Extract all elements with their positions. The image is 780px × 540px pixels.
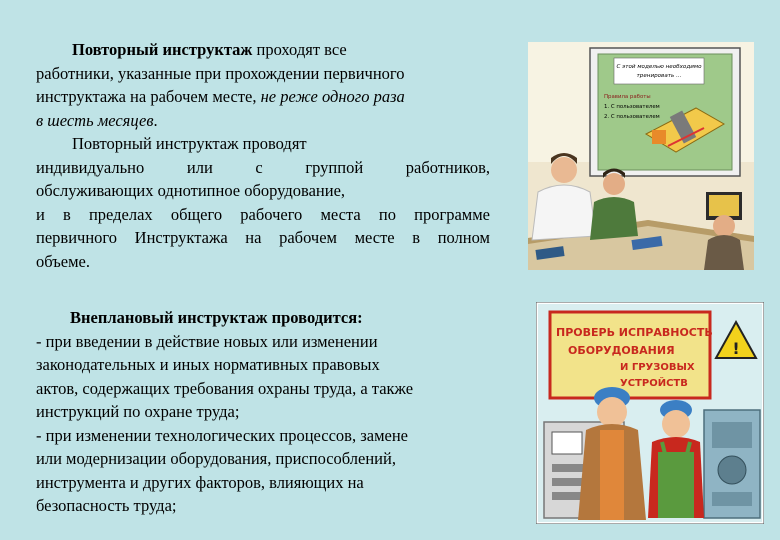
- worker-1: [551, 157, 577, 183]
- repeat-line-4: в шесть месяцев.: [36, 110, 158, 130]
- banner-text-4: УСТРОЙСТВ: [620, 378, 688, 389]
- poster-item-1: 1. С пользователем: [604, 104, 660, 110]
- repeat-line-3: инструктажа на рабочем месте, не реже одного раза: [36, 87, 405, 106]
- unplanned-line-8: безопасность труда;: [36, 496, 177, 515]
- poster-item-0: Правила работы: [604, 94, 651, 100]
- poster-caption-1: С этой моделью необходимо: [616, 64, 702, 70]
- repeat-line-1: Повторный инструктаж проходят все: [72, 40, 347, 59]
- unplanned-title: Внеплановый инструктаж проводится:: [70, 308, 363, 327]
- unplanned-line-4: инструкций по охране труда;: [36, 402, 240, 421]
- frequency-emphasis-end: в шесть месяцев: [36, 110, 154, 130]
- repeat-line-2: работники, указанные при прохождении первичного: [36, 63, 405, 83]
- unplanned-line-3: актов, содержащих требования охраны труда, а также: [36, 378, 414, 398]
- repeat-line-8: и в пределах общего рабочего места по программе: [36, 204, 490, 224]
- repeat-line-5: Повторный инструктаж проводят: [72, 134, 307, 153]
- workshop-illustration: [536, 302, 764, 524]
- repeat-title: Повторный инструктаж: [72, 40, 253, 59]
- banner-text-3: И ГРУЗОВЫХ: [620, 362, 695, 373]
- banner-text-2: ОБОРУДОВАНИЯ: [568, 344, 675, 357]
- unplanned-instruction-block: [36, 306, 502, 518]
- repeat-instruction-block: [36, 38, 490, 273]
- banner-text-1: ПРОВЕРЬ ИСПРАВНОСТЬ: [556, 326, 713, 339]
- unplanned-line-6: или модернизации оборудования, приспособлений,: [36, 449, 396, 468]
- poster-item-2: 2. С пользователем: [604, 114, 660, 120]
- worker-3: [713, 215, 735, 237]
- repeat-line-7: обслуживающих однотипное оборудование,: [36, 181, 346, 200]
- repeat-line-10: объеме.: [36, 251, 90, 271]
- frequency-emphasis: не реже одного раза: [260, 87, 405, 106]
- unplanned-line-1: - при введении в действие новых или изменении: [36, 331, 378, 351]
- unplanned-line-7: инструмента и других факторов, влияющих на: [36, 472, 364, 492]
- repeat-line-6: индивидуально или с группой работников,: [36, 157, 490, 177]
- svg-text:!: !: [732, 339, 740, 358]
- poster-caption-2: тренировать ...: [636, 73, 682, 79]
- unplanned-line-2: законодательных и иных нормативных правовых: [36, 355, 380, 374]
- worker-2: [603, 173, 625, 195]
- repeat-line-9: первичного Инструктажа на рабочем месте в полном: [36, 228, 490, 247]
- classroom-illustration: [528, 42, 754, 270]
- unplanned-line-5: - при изменении технологических процессов, замене: [36, 425, 408, 445]
